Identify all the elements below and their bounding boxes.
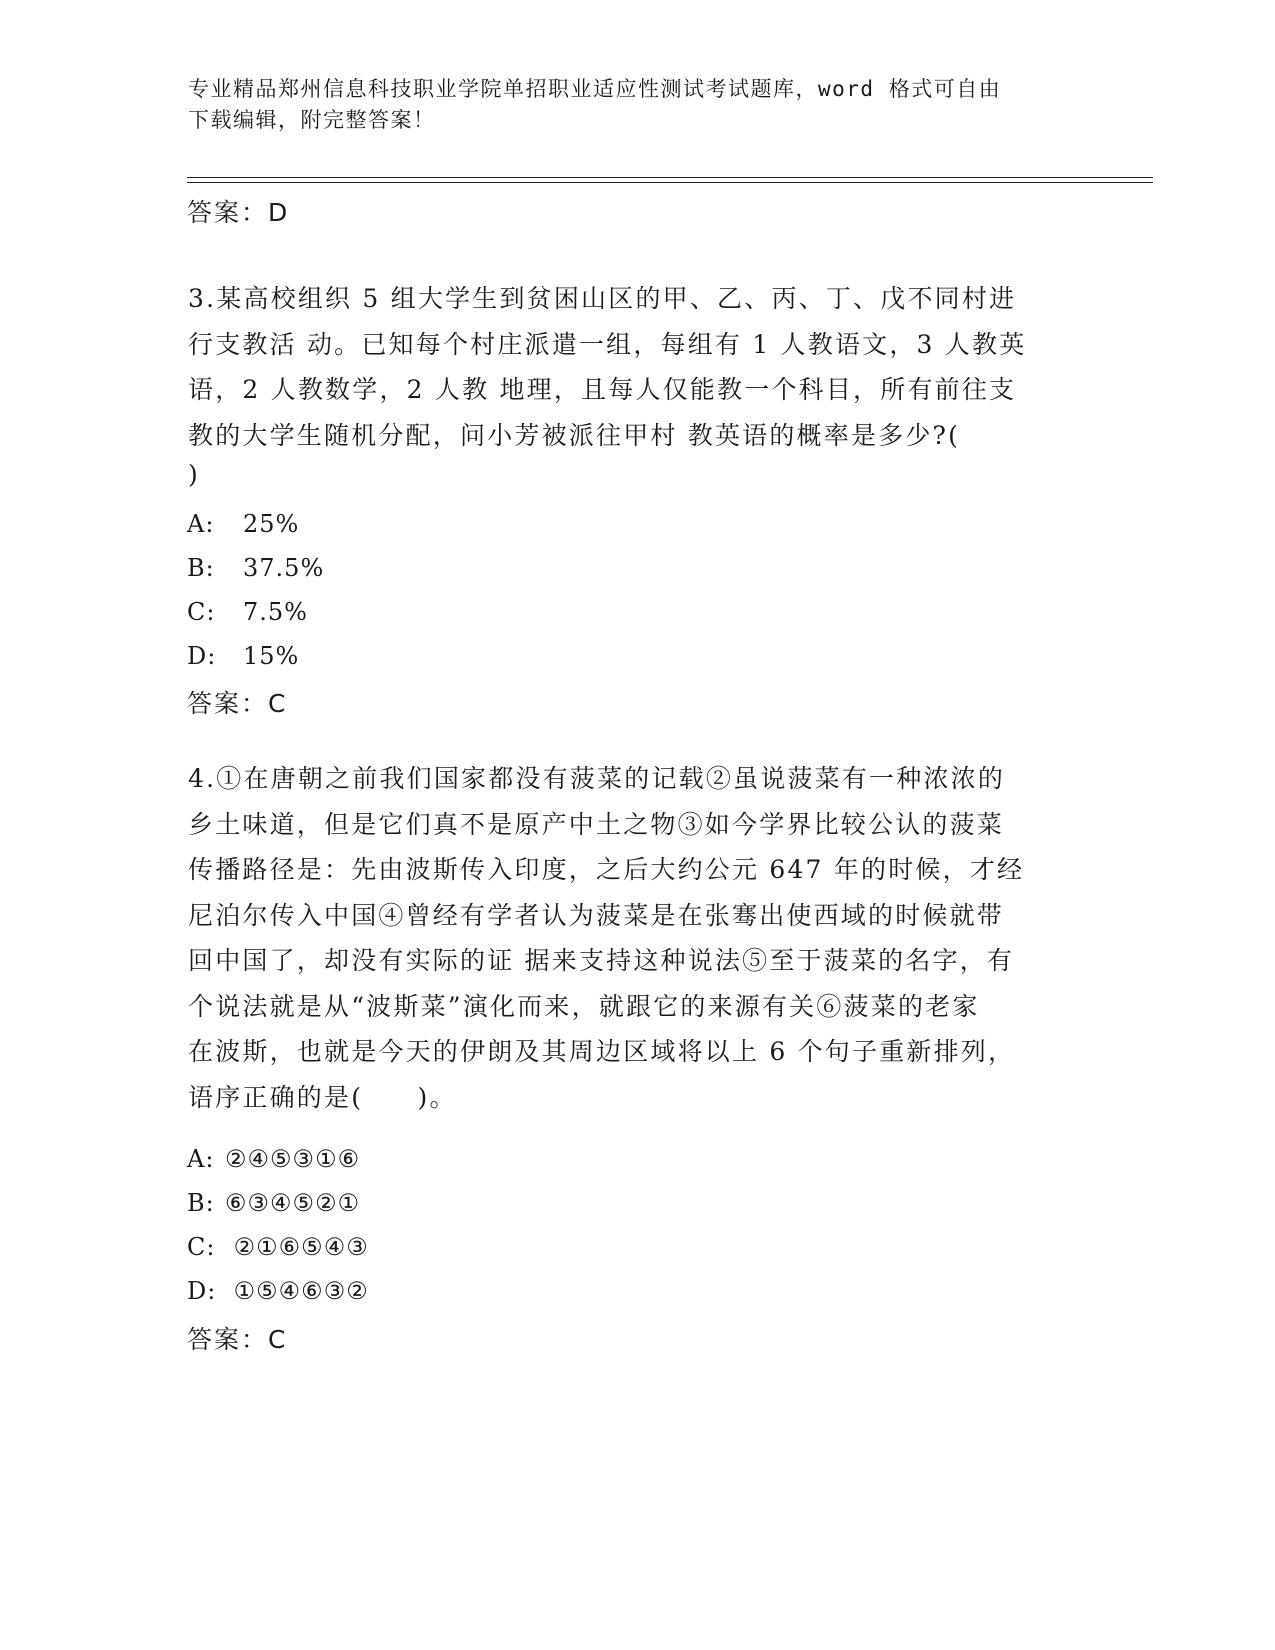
question-3 <box>188 276 1068 492</box>
question-4-line: 回中国了，却没有实际的证 据来支持这种说法⑤至于菠菜的名字，有 <box>188 946 1015 975</box>
option-letter: B: <box>187 1189 215 1217</box>
q3-option-c <box>187 598 308 626</box>
question-3-line: 教的大学生随机分配，问小芳被派往甲村 教英语的概率是多少?( <box>188 420 961 450</box>
answer-q4: 答案：C <box>187 1325 288 1354</box>
answer-q3: 答案：C <box>187 689 288 718</box>
question-3-line: ) <box>188 460 200 489</box>
question-4-line: 在波斯，也就是今天的伊朗及其周边区域将以上 6 个句子重新排列， <box>188 1037 1016 1066</box>
q4-option-a <box>187 1145 360 1173</box>
option-text: 25% <box>243 510 300 538</box>
option-letter: C: <box>187 1233 216 1261</box>
question-4-line: 乡土味道，但是它们真不是原产中土之物③如今学界比较公认的菠菜 <box>188 809 1005 839</box>
option-letter: D: <box>187 642 217 670</box>
question-3-line: 3.某高校组织 5 组大学生到贫困山区的甲、乙、丙、丁、戊不同村进 <box>188 284 1017 313</box>
option-text: ②①⑥⑤④③ <box>225 1233 369 1261</box>
header-rule-bottom <box>187 182 1153 183</box>
question-4-line: 尼泊尔传入中国④曾经有学者认为菠菜是在张骞出使西域的时候就带 <box>188 900 1005 930</box>
q3-option-a <box>187 510 299 538</box>
option-text: 15% <box>243 642 300 670</box>
q3-option-b <box>187 554 324 582</box>
question-3-line: 语，2 人教数学，2 人教 地理，且每人仅能教一个科目，所有前往支 <box>188 375 1017 404</box>
option-text: 7.5% <box>243 598 308 626</box>
q4-option-b <box>187 1189 360 1217</box>
page-header <box>188 74 1088 136</box>
question-4-line: 4.①在唐朝之前我们国家都没有菠菜的记载②虽说菠菜有一种浓浓的 <box>188 764 1006 793</box>
option-letter: A: <box>187 510 215 538</box>
q4-option-d <box>187 1277 369 1305</box>
question-4 <box>188 756 1068 1120</box>
question-4-line: 语序正确的是( )。 <box>188 1082 457 1112</box>
question-4-line: 传播路径是：先由波斯传入印度，之后大约公元 647 年的时候，才经 <box>188 855 1025 884</box>
q4-option-c <box>187 1233 369 1261</box>
answer-prev: 答案：D <box>187 198 290 227</box>
question-3-line: 行支教活 动。已知每个村庄派遣一组，每组有 1 人教语文，3 人教英 <box>188 329 1027 359</box>
option-letter: A: <box>187 1145 215 1173</box>
option-text: ⑥③④⑤②① <box>225 1189 361 1217</box>
question-4-line: 个说法就是从“波斯菜”演化而来，就跟它的来源有关⑥菠菜的老家 <box>188 991 980 1021</box>
q3-option-d <box>187 642 299 670</box>
option-text: ②④⑤③①⑥ <box>225 1145 361 1173</box>
option-text: ①⑤④⑥③② <box>225 1277 369 1305</box>
option-letter: B: <box>187 554 215 582</box>
header-line-1: 专业精品郑州信息科技职业学院单招职业适应性测试考试题库，word 格式可自由 <box>188 77 1002 101</box>
option-letter: D: <box>187 1277 217 1305</box>
option-text: 37.5% <box>243 554 325 582</box>
header-line-2: 下载编辑，附完整答案！ <box>188 108 436 132</box>
header-rule-top <box>187 177 1153 178</box>
option-letter: C: <box>187 598 216 626</box>
